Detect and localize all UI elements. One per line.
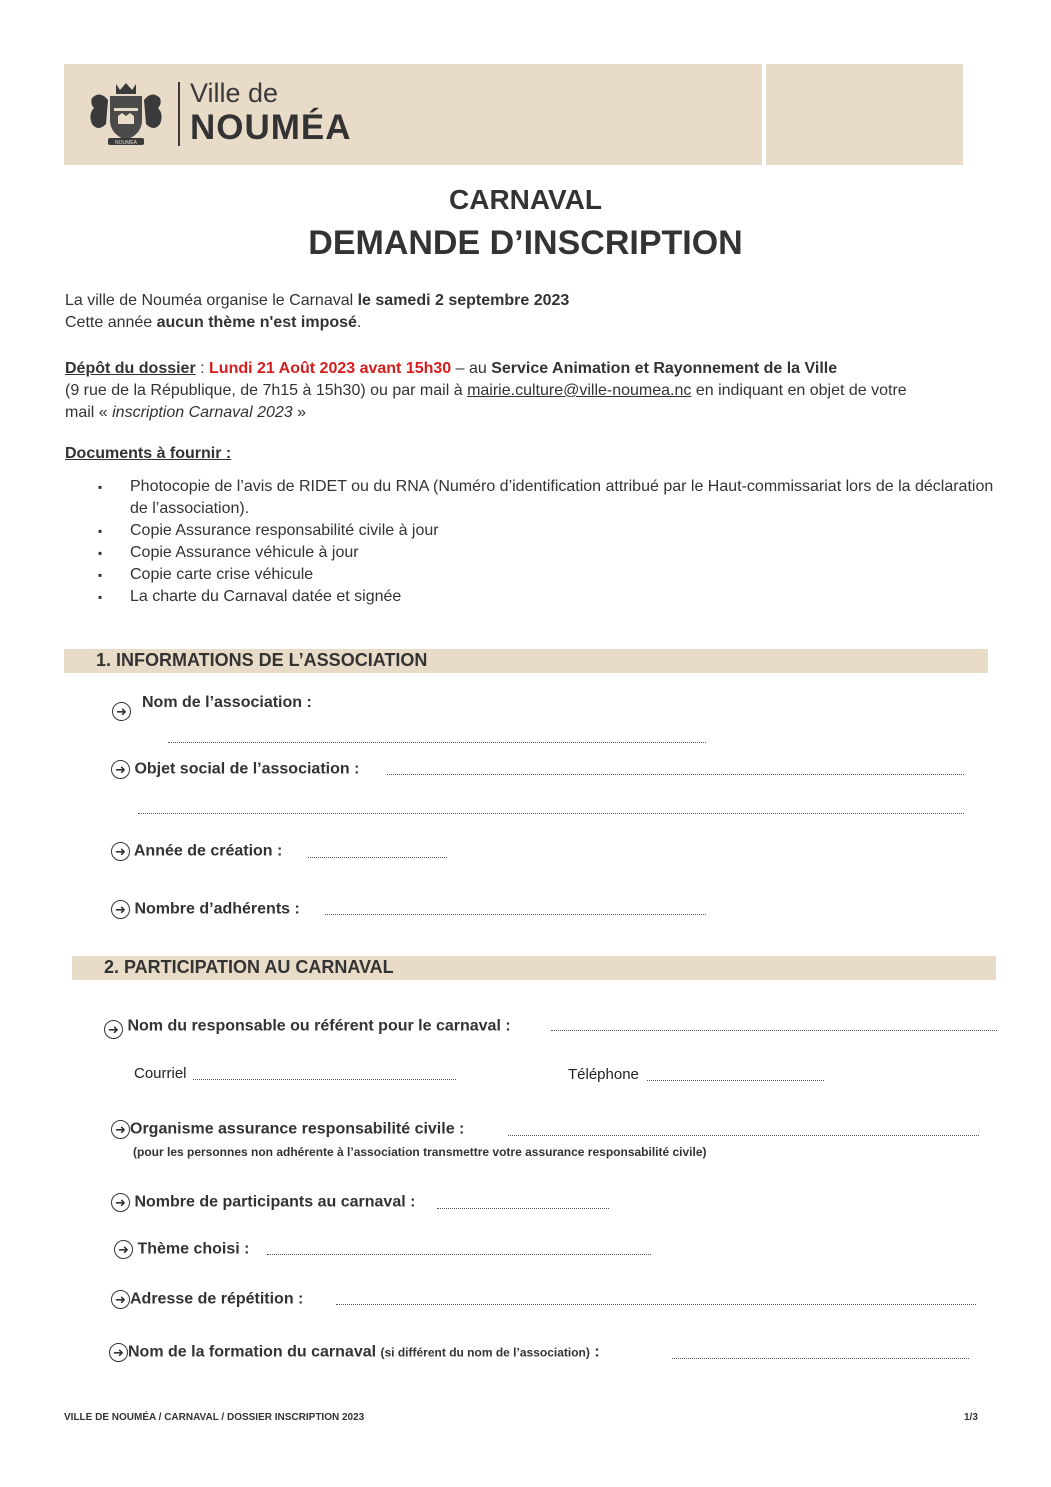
creation-year-label: ➜ Année de création : — [111, 842, 282, 861]
phone-label: Téléphone — [568, 1066, 639, 1083]
email-label: Courriel — [134, 1065, 187, 1082]
theme-field[interactable] — [267, 1254, 651, 1255]
association-name-field[interactable] — [168, 742, 706, 743]
page-number: 1/3 — [964, 1412, 978, 1423]
deposit-line-2: (9 rue de la République, de 7h15 à 15h30) ou par mail à mairie.culture@ville-noumea.nc en indiquant en objet de votre — [65, 382, 907, 399]
arrow-icon: ➜ — [111, 760, 130, 779]
arrow-icon: ➜ — [111, 1193, 130, 1212]
rehearsal-field[interactable] — [336, 1304, 976, 1305]
deposit-line-1: Dépôt du dossier : Lundi 21 Août 2023 avant 15h30 – au Service Animation et Rayonnement de la Ville — [65, 360, 838, 377]
arrow-icon: ➜ — [109, 1343, 128, 1362]
document-title-carnaval: CARNAVAL — [449, 184, 602, 215]
formation-field[interactable] — [672, 1358, 969, 1359]
deposit-deadline: Lundi 21 Août 2023 avant 15h30 — [209, 360, 452, 377]
association-name-label — [112, 694, 131, 721]
section-2-title: 2. PARTICIPATION AU CARNAVAL — [104, 957, 394, 977]
deposit-paragraph — [65, 358, 1005, 424]
list-item: ▪ Photocopie de l’avis de RIDET ou du RNA (Numéro d’identification attribué par le Haut-commissariat lors de la déclaration de l’association). — [98, 476, 998, 520]
list-item: ▪ La charte du Carnaval datée et signée — [98, 586, 998, 608]
logo-text-ville-de: Ville de — [190, 78, 279, 108]
deposit-label: Dépôt du dossier — [65, 360, 196, 377]
documents-heading: Documents à fournir : — [65, 445, 232, 462]
intro-line-1: La ville de Nouméa organise le Carnaval le samedi 2 septembre 2023 — [65, 292, 570, 309]
city-coat-of-arms-icon — [86, 80, 166, 146]
members-count-label: ➜ Nombre d’adhérents : — [111, 900, 300, 919]
theme-label: ➜ Thème choisi : — [114, 1240, 249, 1259]
documents-list — [98, 476, 998, 608]
list-item: ▪ Copie Assurance véhicule à jour — [98, 542, 998, 564]
association-object-field[interactable] — [387, 774, 964, 775]
email-field[interactable] — [193, 1079, 456, 1080]
list-item: ▪ Copie Assurance responsabilité civile à jour — [98, 520, 998, 542]
deposit-line-3: mail « inscription Carnaval 2023 » — [65, 404, 307, 421]
header-band — [64, 64, 762, 165]
logo-divider — [178, 82, 180, 146]
intro-line-2: Cette année aucun thème n'est imposé. — [65, 314, 362, 331]
list-item: ▪ Copie carte crise véhicule — [98, 564, 998, 586]
deposit-service: Service Animation et Rayonnement de la Ville — [491, 360, 838, 377]
association-object-field-line2[interactable] — [138, 813, 964, 814]
logo-ribbon-text: NOUMÉA — [115, 140, 137, 146]
arrow-icon: ➜ — [112, 702, 131, 721]
referent-field[interactable] — [551, 1030, 997, 1031]
insurance-field[interactable] — [508, 1135, 979, 1136]
phone-field[interactable] — [647, 1080, 824, 1081]
rehearsal-label: ➜ Adresse de répétition : — [111, 1290, 303, 1309]
members-count-field[interactable] — [325, 914, 706, 915]
association-object-label: ➜ Objet social de l’association : — [111, 760, 359, 779]
formation-label: ➜ Nom de la formation du carnaval (si différent du nom de l’association) : — [109, 1343, 600, 1362]
deposit-email-link[interactable]: mairie.culture@ville-noumea.nc — [467, 382, 692, 399]
document-title-demande: DEMANDE D’INSCRIPTION — [308, 224, 743, 262]
intro-paragraph — [65, 290, 569, 334]
arrow-icon: ➜ — [111, 1290, 130, 1309]
arrow-icon: ➜ — [104, 1020, 123, 1039]
section-1-title: 1. INFORMATIONS DE L’ASSOCIATION — [96, 650, 428, 670]
arrow-icon: ➜ — [111, 1120, 130, 1139]
arrow-icon: ➜ — [111, 900, 130, 919]
association-name-text: Nom de l’association : — [142, 694, 312, 711]
insurance-label: ➜ Organisme assurance responsabilité civile : — [111, 1120, 464, 1139]
logo-text-noumea: NOUMÉA — [190, 108, 352, 147]
participants-field[interactable] — [437, 1208, 609, 1209]
header-band-right — [766, 64, 963, 165]
referent-label: ➜ Nom du responsable ou référent pour le carnaval : — [104, 1014, 511, 1039]
participants-label: ➜ Nombre de participants au carnaval : — [111, 1193, 415, 1212]
page-footer: VILLE DE NOUMÉA / CARNAVAL / DOSSIER INSCRIPTION 2023 — [64, 1412, 365, 1423]
creation-year-field[interactable] — [308, 857, 447, 858]
arrow-icon: ➜ — [111, 842, 130, 861]
arrow-icon: ➜ — [114, 1240, 133, 1259]
insurance-note: (pour les personnes non adhérente à l’association transmettre votre assurance responsabilité civile) — [133, 1145, 707, 1159]
